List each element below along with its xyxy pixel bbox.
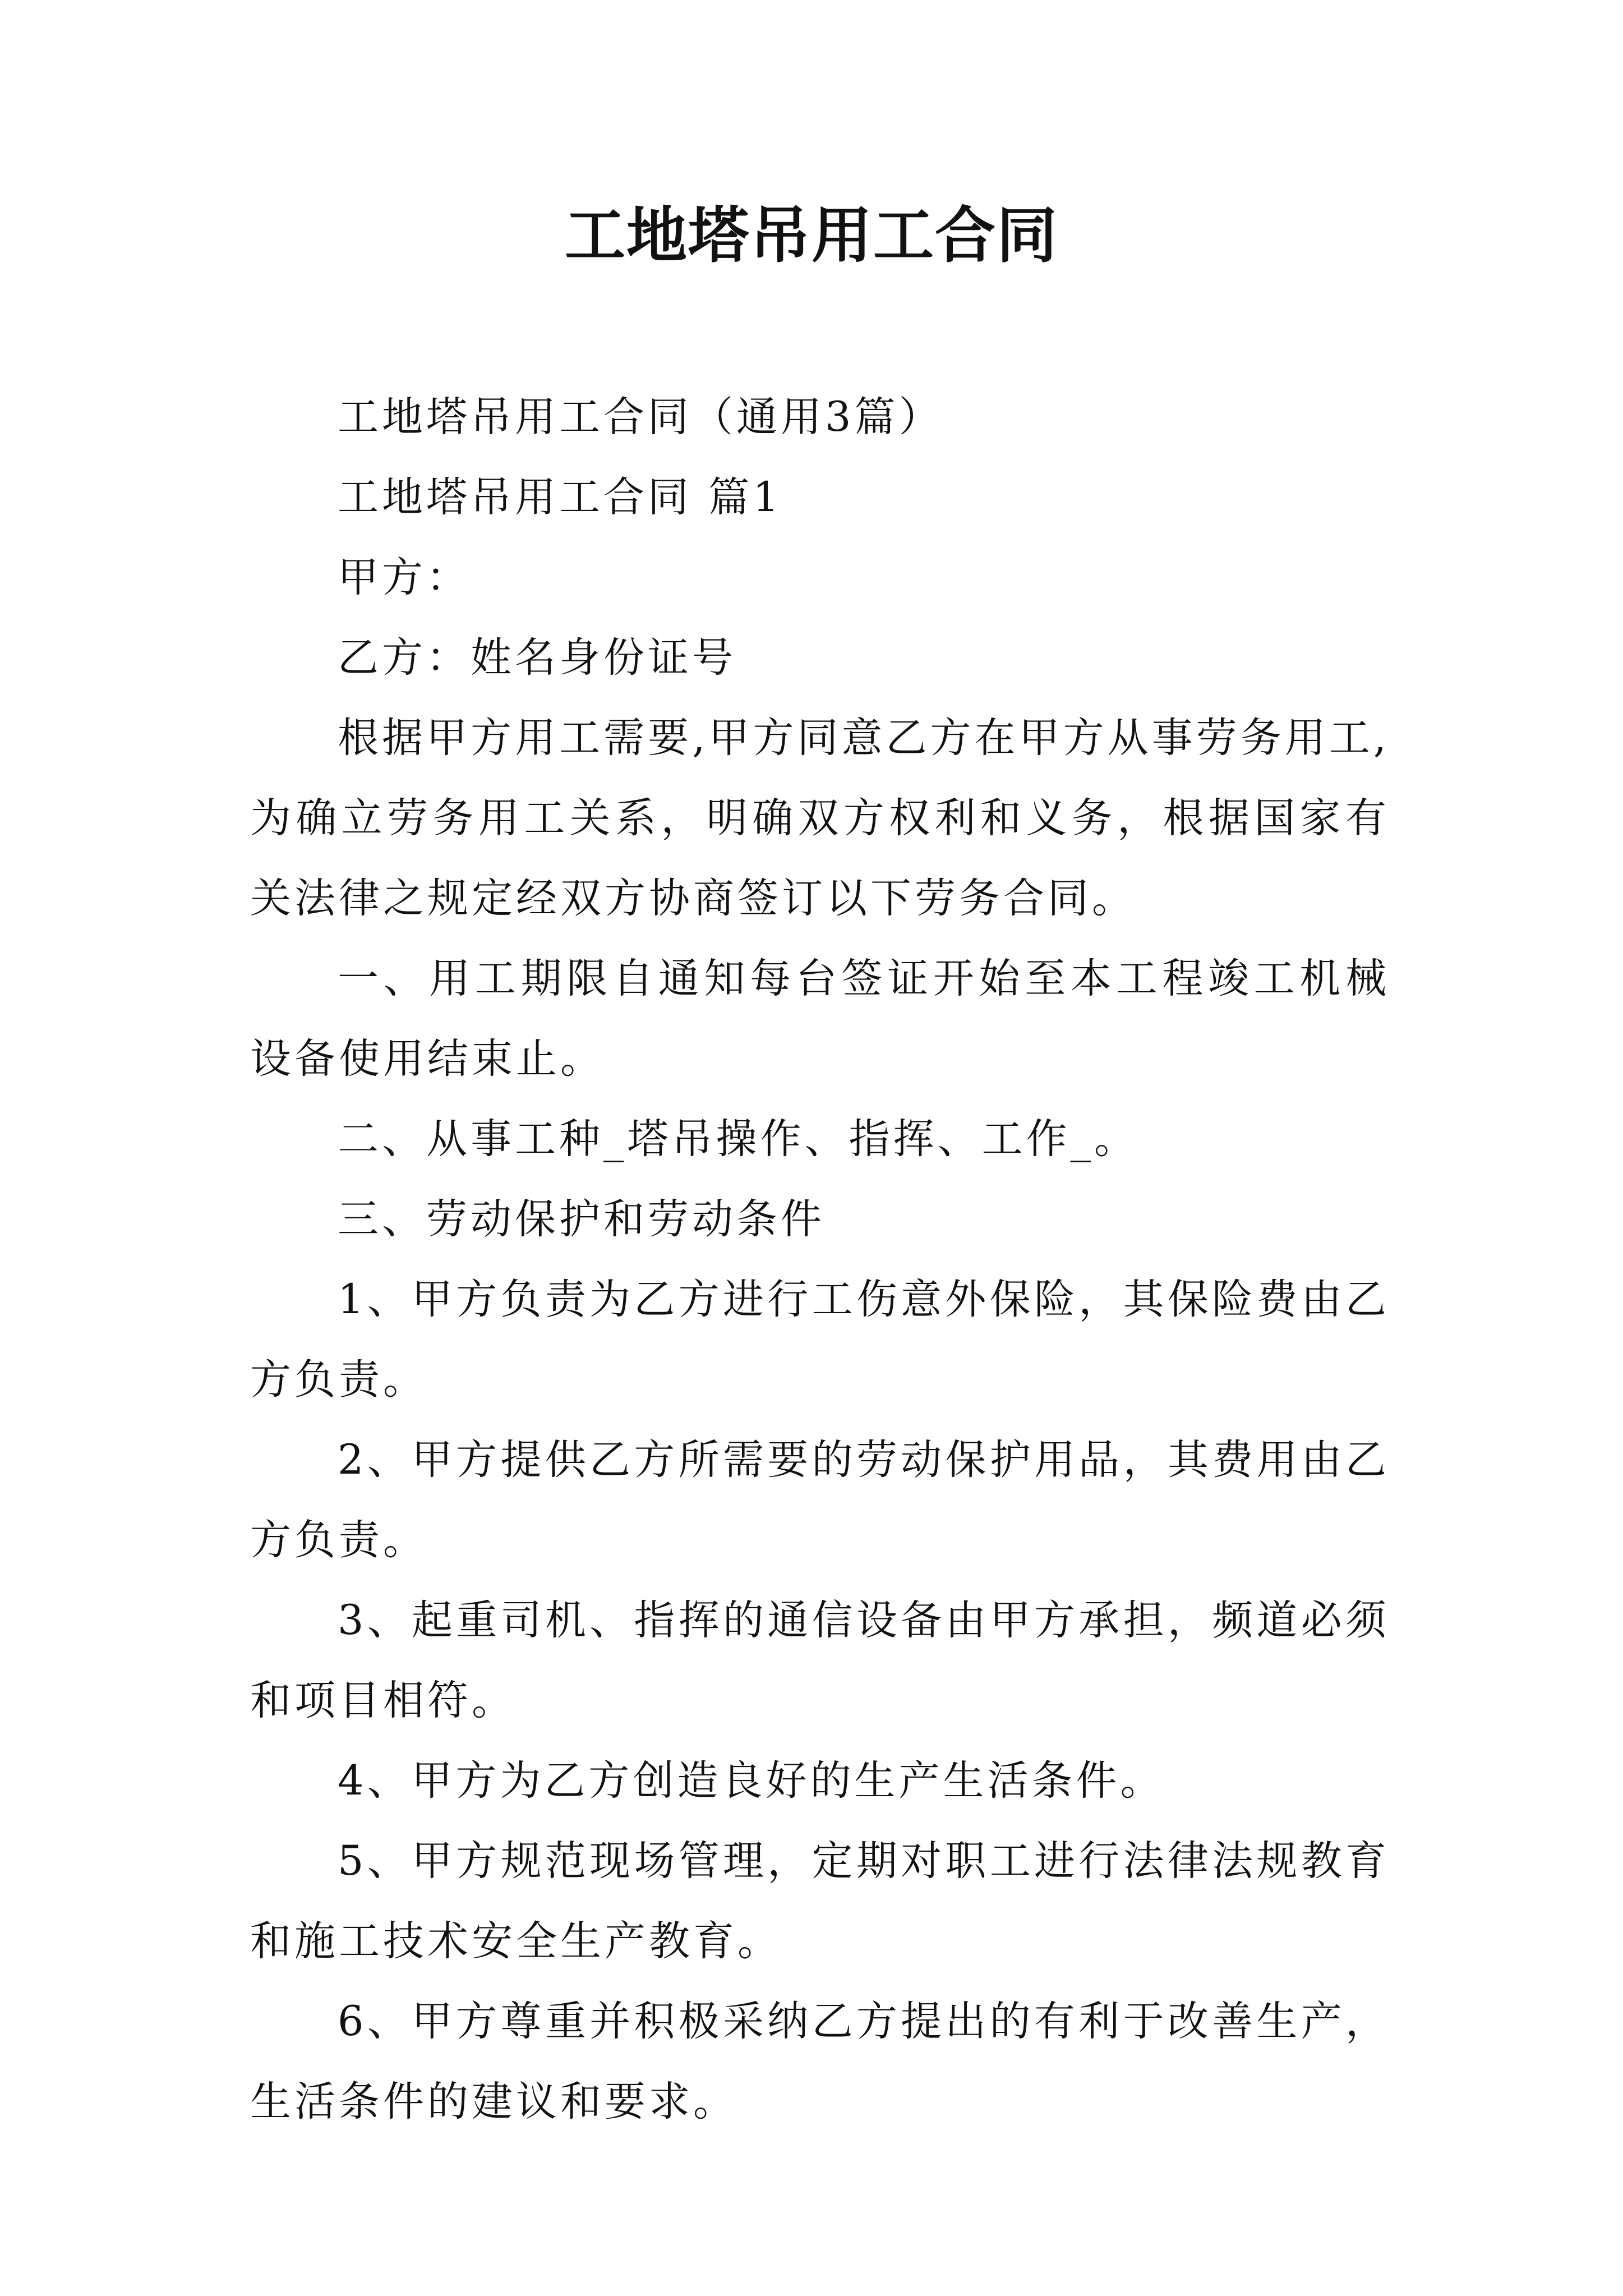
document-title: 工地塔吊用工合同 [564, 200, 1058, 271]
paragraph-item-5: 5、甲方规范现场管理，定期对职工进行法律法规教育和施工技术安全生产教育。 [250, 1837, 1390, 1965]
paragraph-party-a: 甲方： [338, 554, 471, 601]
paragraph-party-b: 乙方：姓名身份证号 [338, 634, 736, 682]
paragraph-preamble: 根据甲方用工需要,甲方同意乙方在甲方从事劳务用工,为确立劳务用工关系，明确双方权利和义务，根据国家有关法律之规定经双方协商签订以下劳务合同。 [250, 714, 1390, 922]
paragraph-item-6: 6、甲方尊重并积极采纳乙方提出的有利于改善生产，生活条件的建议和要求。 [250, 1998, 1390, 2125]
paragraph-section-heading: 工地塔吊用工合同 篇1 [338, 473, 782, 521]
paragraph-item-4: 4、甲方为乙方创造良好的生产生活条件。 [338, 1757, 1165, 1805]
paragraph-subtitle: 工地塔吊用工合同（通用3篇） [338, 393, 943, 441]
document-body [250, 377, 1390, 2142]
paragraph-item-2: 2、甲方提供乙方所需要的劳动保护用品，其费用由乙方负责。 [250, 1436, 1390, 1564]
paragraph-item-1: 1、甲方负责为乙方进行工伤意外保险，其保险费由乙方负责。 [250, 1276, 1390, 1404]
paragraph-item-3: 3、起重司机、指挥的通信设备由甲方承担，频道必须和项目相符。 [250, 1596, 1390, 1724]
paragraph-clause-2: 二、从事工种_塔吊操作、指挥、工作_。 [338, 1115, 1138, 1163]
paragraph-clause-3: 三、劳动保护和劳动条件 [338, 1195, 825, 1243]
paragraph-clause-1: 一、用工期限自通知每台签证开始至本工程竣工机械设备使用结束止。 [250, 955, 1390, 1083]
